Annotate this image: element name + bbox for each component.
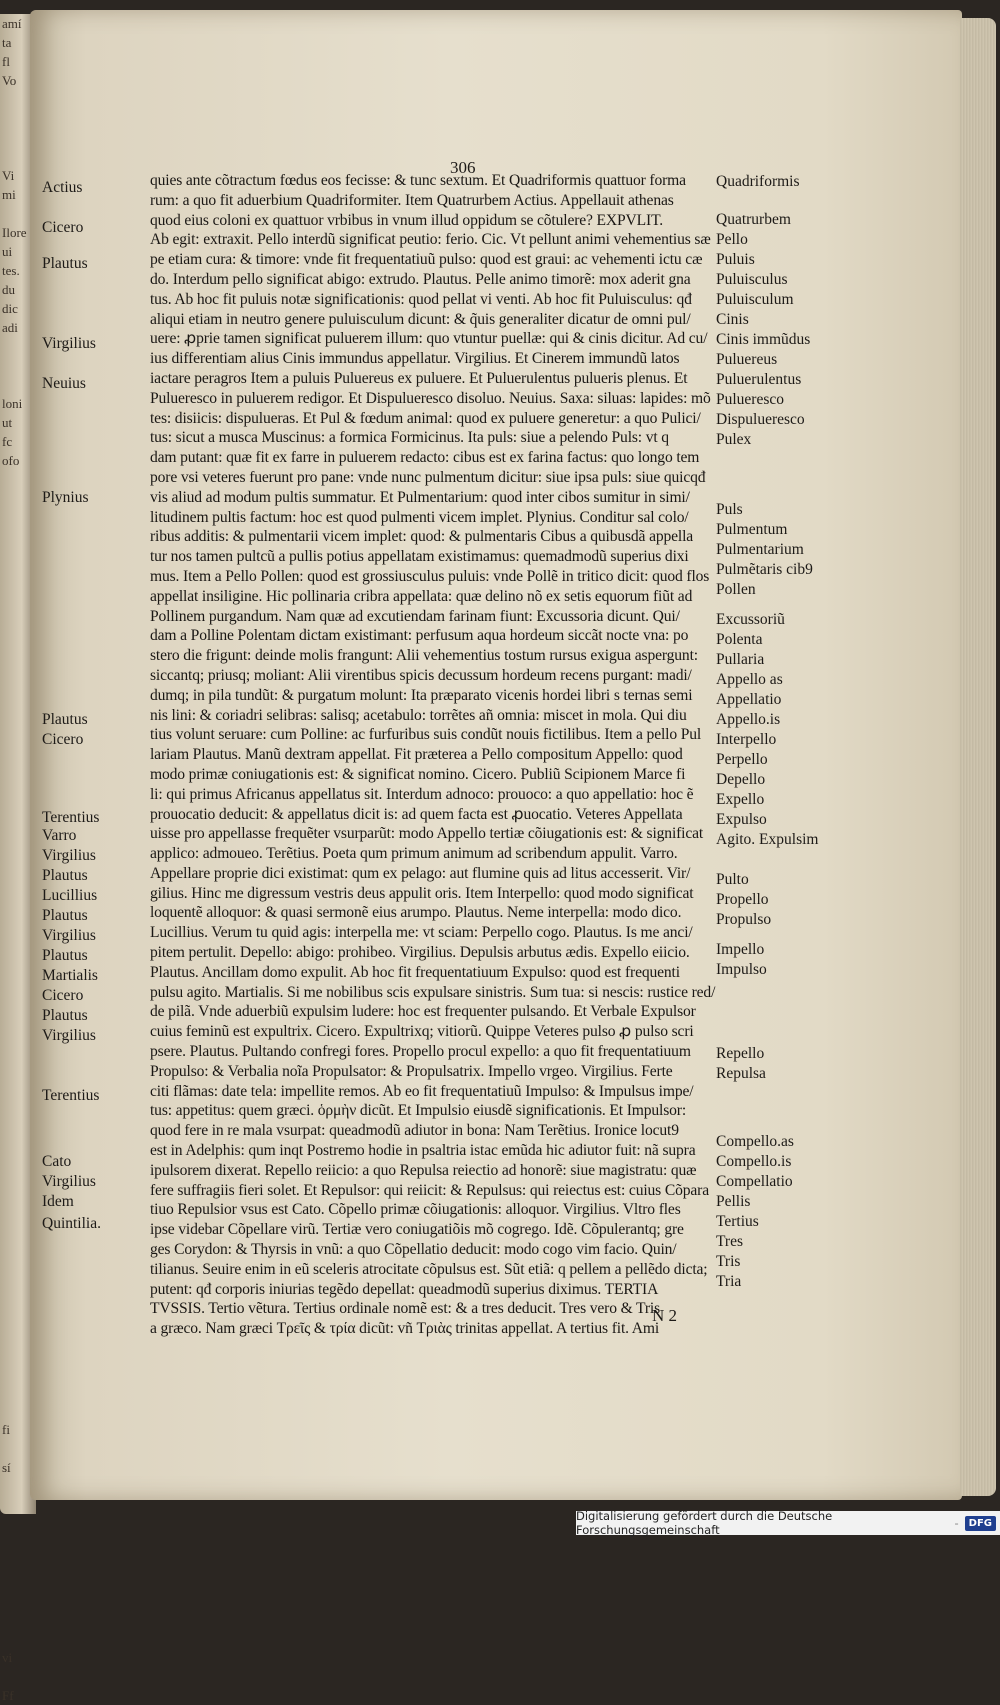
left-fragment-line: tes. [2, 263, 20, 278]
book-page [30, 10, 962, 1500]
margin-keyword: Pulex [716, 431, 752, 448]
text-line: nis lini: & coriadri selibras: salisq; acetabulo: torrẽtes añ omnia: miscet in mola. Qui diu [150, 706, 687, 724]
margin-author-name: Virgilius [42, 335, 96, 352]
signature-mark: N 2 [652, 1306, 678, 1325]
left-fragment-line: Ilore [2, 225, 27, 240]
margin-keyword: Repello [716, 1045, 765, 1062]
text-line: gilius. Hinc me digressum vestris deus appulit oris. Item Interpello: quod modo significat [150, 884, 694, 902]
margin-keyword: Tres [716, 1233, 743, 1250]
left-fragment-line: Ff [2, 1688, 14, 1703]
text-line: tus: sicut a musca Muscinus: a formica Formicinus. Ita puls: siue a pelendo Puls: vt q [150, 429, 669, 447]
margin-author-name: Plautus [42, 947, 88, 964]
text-line: TVSSIS. Tertio vẽtura. Tertius ordinale nomẽ est: & a tres deducit. Tres vero & Tris [150, 1300, 661, 1318]
text-line: uisse pro appellasse frequẽter vsurparũt: modo Appello tertiæ cõiugationis est: & significat [150, 825, 704, 843]
margin-author-name: Plynius [42, 489, 89, 506]
text-line: fere suffragiis fieri solet. Et Repulsor: qui reiicit: & Repulsus: qui reiectus est: cuius Cõpara [150, 1181, 709, 1199]
left-fragment-line [2, 1534, 36, 1553]
margin-keyword: Expulso [716, 811, 767, 828]
left-fragment-line: ofo [2, 453, 20, 468]
margin-keyword: Excussoriũ [716, 611, 785, 628]
text-line: tilianus. Seuire enim in eũ sceleris atrocitate cõpulsus est. Sũt etiã: q pellem a pellẽdo dicta; [150, 1260, 708, 1278]
left-fragment-line: ut [2, 415, 13, 430]
text-line: ipulsorem dixerat. Repello reiicio: a quo Repulsa reiectio ad honorẽ: siue magistratu: quæ [150, 1161, 697, 1179]
left-fragment-line: amí [2, 16, 22, 31]
margin-author-name: Cicero [42, 219, 84, 236]
text-line: ius differentiam alius Cinis immundus appellatur. Virgilius. Et Cinerem immundũ latos [150, 350, 680, 368]
text-line: mus. Item a Pello Pollen: quod est grossiusculus puluis: vnde Pollẽ in tritico dicit: quod flos [150, 567, 710, 585]
margin-keyword: Puluerulentus [716, 371, 802, 388]
margin-keyword: Pulmentum [716, 521, 788, 538]
text-line: quod fere in re mala vsurpat: queadmodũ adiutor in bona: Nam Terẽtius. Ironice locut9 [150, 1122, 679, 1140]
left-fragment-line [2, 1591, 36, 1610]
margin-keyword: Agito. Expulsim [716, 831, 819, 848]
footer-separator: - [954, 1516, 959, 1530]
text-line: Plautus. Ancillam domo expulit. Ab hoc fit frequentatiuum Expulso: quod est frequenti [150, 963, 680, 981]
text-line: iactare peragros Item a puluis Puluereus ex puluere. Et Puluerulentus pulueris plenus. Et [150, 369, 688, 387]
margin-keyword: Pello [716, 231, 748, 248]
left-fragment-line [2, 1610, 36, 1629]
text-line: do. Interdum pello significat abigo: extrudo. Plautus. Pelle animo timorẽ: mox aderit gna [150, 270, 691, 288]
left-fragment-line: loni [2, 396, 23, 411]
text-line: tus: appetitus: quem græci. ὁρμὴν dicũt. Et Impulsio eiusdẽ significationis. Et Impulsor: [150, 1102, 686, 1120]
text-line: lariam Plautus. Manũ dextram appellat. Fit præterea a Pello compositum Appello: quod [150, 746, 683, 764]
main-text-block [150, 171, 741, 1339]
text-line: a græco. Nam græci Τρεῖς & τρία dicũt: vñ Τριὰς trinitas appellat. A tertius fit. Ami [150, 1320, 660, 1338]
margin-author-name: Martialis [42, 967, 98, 984]
margin-keyword: Pollen [716, 581, 756, 598]
margin-keyword: Compellatio [716, 1173, 793, 1190]
text-line: loquentẽ alloquor: & quasi sermonẽ eius arumpo. Plautus. Neme interpella: modo dico. [150, 904, 682, 922]
text-line: dam a Polline Polentam dictam existimant: perfusum aqua hordeum siccãt nocte vna: po [150, 627, 689, 645]
margin-keyword: Expello [716, 791, 765, 808]
text-line: tes: disiicis: dispulueras. Et Pul & fœdum animal: quod ex puluere generetur: a quo Pulici/ [150, 409, 701, 427]
left-fragment-line: vi [2, 1650, 13, 1665]
margin-keyword: Tris [716, 1253, 741, 1270]
text-line: Pollinem purgandum. Nam quæ ad excutiendam farinam fiunt: Excussoria dicunt. Qui/ [150, 607, 680, 625]
margin-keyword: Appello as [716, 671, 783, 688]
margin-keyword: Pullaria [716, 651, 765, 668]
text-line: aliqui etiam in neutro genere puluisculum dicunt: & q̃uis generaliter dicatur de omni pul/ [150, 310, 691, 328]
text-line: uere: ꝓprie tamen significat puluerem illum: quo vtuntur puellæ: qui & cinis dicitur. Ad cu/ [150, 330, 708, 348]
text-line: rum: a quo fit aduerbium Quadriformiter. Item Quatrurbem Actius. Appellauit athenas [150, 191, 674, 209]
text-line: li: qui primus Africanus appellatus sit. Interdum adnoco: prouoco: a quo appellatio: hoc ẽ [150, 785, 694, 803]
left-fragment-line [2, 1629, 36, 1648]
left-fragment-line: dic [2, 301, 18, 316]
text-line: est in Adelphis: qum inqt Postremo hodie in psaltria istac emũda hic adiutor fuit: nã supra [150, 1142, 696, 1160]
left-fragment-line: Vi [2, 168, 15, 183]
margin-author-name: Terentius [42, 1087, 100, 1104]
text-line: quies ante cõtractum fœdus eos fecisse: & tunc sextum. Et Quadriformis quattuor forma [150, 172, 686, 189]
text-line: tiuo Repulsior vsus est Cato. Cõpello primæ cõiugationis: alloquor. Virgilius. Vltro fles [150, 1201, 681, 1219]
margin-author-name: Lucillius [42, 887, 98, 904]
left-fragment-line [2, 1515, 36, 1534]
text-line: dam putant: quæ fit ex farre in puluerem redacto: cibus est ex farina factus: quo longo tem [150, 449, 700, 467]
footer-text: Digitalisierung gefördert durch die Deutsche Forschungsgemeinschaft [576, 1509, 833, 1537]
text-line: Lucillius. Verum tu quid agis: interpella me: vt sciam: Perpello cogo. Plautus. Is me anci/ [150, 924, 693, 942]
text-line: cuius feminũ est expultrix. Cicero. Expultrixq; vitiorũ. Quippe Veteres pulso ꝓ pulso scri [150, 1023, 694, 1041]
margin-keyword: Puluisculus [716, 271, 788, 288]
text-line: pore vsi veteres fuerunt pro pane: vnde nunc pulmentum dicitur: siue ipsa puls: siue quicqđ [150, 468, 706, 486]
margin-author-name: Plautus [42, 711, 88, 728]
margin-author-name: Virgilius [42, 847, 96, 864]
text-line: pitem pertulit. Depello: abigo: prohibeo. Virgilius. Depulsis arbutus ædis. Expello eiicio. [150, 944, 690, 962]
left-fragment-line: adi [2, 320, 18, 335]
left-fragment-line: du [2, 282, 15, 297]
margin-author-name: Actius [42, 179, 83, 196]
margin-author-name: Terentius [42, 809, 100, 826]
margin-keyword: Impello [716, 941, 765, 958]
margin-keyword: Repulsa [716, 1065, 766, 1082]
margin-author-name: Cicero [42, 731, 84, 748]
margin-keyword: Compello.is [716, 1153, 792, 1170]
margin-author-name: Virgilius [42, 1173, 96, 1190]
text-line: tus. Ab hoc fit puluis notæ significationis: quod pellat vi venti. Ab hoc fit Puluisculus: qđ [150, 290, 692, 308]
margin-keyword: Tertius [716, 1213, 759, 1230]
margin-keyword: Puls [716, 501, 743, 518]
margin-author-name: Virgilius [42, 927, 96, 944]
margin-keyword: Appellatio [716, 691, 782, 708]
left-fragment-line [2, 1572, 36, 1591]
page-number: 306 [450, 158, 476, 177]
text-line: ribus additis: & pulmentarii vicem implet: quod: & pulmentaris Cibus a quibusdã appella [150, 528, 694, 546]
text-line: Propulso: & Verbalia noĩa Propulsator: & Propulsatrix. Impello vrgeo. Virgilius. Ferte [150, 1062, 673, 1080]
margin-keyword: Pulmentarium [716, 541, 804, 558]
margin-author-name: Varro [42, 827, 77, 844]
margin-keyword: Perpello [716, 751, 768, 768]
margin-author-name: Plautus [42, 867, 88, 884]
margin-keyword: Polenta [716, 631, 763, 648]
digitization-footer [576, 1511, 1000, 1535]
text-line: modo primæ coniugationis est: & significat nomino. Cicero. Publiũ Scipionem Marce fi [150, 765, 686, 783]
text-line: pe etiam cura: & timore: vnde fit frequentatiuũ pulso: quod est graui: ac vehementi ictu cæ [150, 251, 703, 269]
left-fragment-line: fi [2, 1422, 10, 1437]
left-fragment-line: sí [2, 1460, 11, 1475]
left-fragment-line: fl [2, 54, 10, 69]
text-line: citi flãmas: date tela: impellite remos. Ab eo fit frequentatiuũ Impulso: & Impulsus impe/ [150, 1082, 694, 1100]
text-line: Appellare proprie dici existimat: qum ex pelago: aut flumine quis ad litus accesserit. Vir/ [150, 864, 691, 882]
margin-author-name: Plautus [42, 1007, 88, 1024]
margin-keyword: Pulueresco [716, 391, 785, 408]
text-line: Pulueresco in puluerem redigor. Et Dispulueresco disoluo. Neuius. Saxa: siluas: lapides: mõ [150, 389, 711, 407]
margin-author-name: Cato [42, 1153, 72, 1170]
left-fragment-line: Vo [2, 73, 17, 88]
margin-keyword: Interpello [716, 731, 777, 748]
margin-keyword: Depello [716, 771, 766, 788]
margin-keyword: Impulso [716, 961, 767, 978]
margin-author-name: Virgilius [42, 1027, 96, 1044]
margin-keyword: Quadriformis [716, 173, 800, 190]
text-line: tius volunt seruare: cum Polline: ac furfuribus suis condũt nouis fictilibus. Item a pello Pul [150, 726, 702, 744]
margin-keyword: Appello.is [716, 711, 781, 728]
margin-keyword: Puluereus [716, 351, 778, 368]
text-line: litudinem pultis factum: hoc est quod pulmenti vicem implet. Plynius. Conditur sal colo/ [150, 508, 689, 526]
text-line: de pilã. Vnde aduerbiũ expulsim ludere: hoc est frequenter pulsando. Et Verbale Expulsor [150, 1003, 696, 1021]
text-line: prouocatio deducit: & appellatus dicit is: ad quem facta est ꝓuocatio. Veteres Appellata [150, 805, 683, 823]
margin-keyword: Puluisculum [716, 291, 794, 308]
text-line: dumq; in pila tundũt: & purgatum molunt: Ita præparato vicenis hordei libri s ternas semi [150, 686, 693, 704]
left-fragment-line [2, 1667, 36, 1686]
text-line: appellat insiligine. Hic pollinaria cribra appellata: quæ delino nõ ex setis equorum fiũt ad [150, 587, 693, 605]
text-line: ipse videbar Cõpellare virũ. Tertiæ vero coniugatiõis mõ cogrego. Idẽ. Cõpulerantq; gre [150, 1221, 684, 1239]
left-fragment-line [2, 1496, 36, 1515]
text-line: putent: qđ corporis iniurias tegẽdo depellat: queadmodũ superius diximus. TERTIA [150, 1280, 659, 1298]
margin-keyword: Compello.as [716, 1133, 794, 1150]
margin-author-name: Neuius [42, 375, 86, 392]
margin-author-name: Cicero [42, 987, 84, 1004]
margin-author-name: Plautus [42, 255, 88, 272]
dfg-logo: DFG [965, 1516, 996, 1531]
margin-keyword: Cinis [716, 311, 749, 328]
margin-keyword: Propello [716, 891, 769, 908]
margin-keyword: Pellis [716, 1193, 751, 1210]
margin-author-name: Quintilia. [42, 1215, 101, 1232]
text-line: Ab egit: extraxit. Pello interdũ significat peutio: ferio. Cic. Vt pellunt animi vehementius sæ [150, 231, 711, 249]
text-line: pulsu agito. Martialis. Si me nobilibus scis expulsare sinistris. Sum tua: si nescis: rustice red/ [150, 983, 716, 1001]
margin-keyword: Quatrurbem [716, 211, 791, 228]
margin-author-name: Plautus [42, 907, 88, 924]
margin-keyword: Dispulueresco [716, 411, 805, 428]
text-line: stero die frigunt: deinde molis frangunt: Alii vehementius tostum rursus exigua aspergunt: [150, 647, 698, 665]
left-fragment-line: ui [2, 244, 13, 259]
text-line: siccantq; priusq; moliant: Alii virentibus spicis decussum hordeum recens purgant: madi/ [150, 666, 692, 684]
text-line: ges Corydon: & Thyrsis in vnũ: a quo Cõpellatio deducit: modo cogo vim facio. Quin/ [150, 1241, 677, 1259]
page-stack-edge [960, 18, 996, 1496]
margin-keyword: Tria [716, 1273, 742, 1290]
margin-keyword: Pulto [716, 871, 749, 888]
margin-author-name: Idem [42, 1193, 74, 1210]
left-fragment-line: ta [2, 35, 12, 50]
left-fragment-line [2, 1553, 36, 1572]
margin-keyword: Cinis immũdus [716, 331, 811, 348]
left-fragment-line: mi [2, 187, 16, 202]
left-fragment-line: fc [2, 434, 13, 449]
text-line: vis aliud ad modum pultis summatur. Et Pulmentarium: quod inter cibos sumitur in simi/ [150, 488, 690, 506]
text-line: tur nos tamen pultcũ a pullis potius appellatam existimamus: quemadmodũ superius dixi [150, 548, 689, 566]
margin-keyword: Pulmẽtaris cib9 [716, 561, 813, 578]
text-line: applico: admoueo. Terẽtius. Poeta qum primum animum ad scribendum appulit. Varro. [150, 845, 678, 863]
text-line: psere. Plautus. Pultando confregi fores. Propello procul expello: a quo fit frequentatiuum [150, 1043, 691, 1061]
text-line: quod eius coloni ex quattuor vrbibus in vnum illud oppidum se cõtulere? EXPVLIT. [150, 211, 664, 229]
margin-keyword: Propulso [716, 911, 772, 928]
margin-keyword: Puluis [716, 251, 755, 268]
